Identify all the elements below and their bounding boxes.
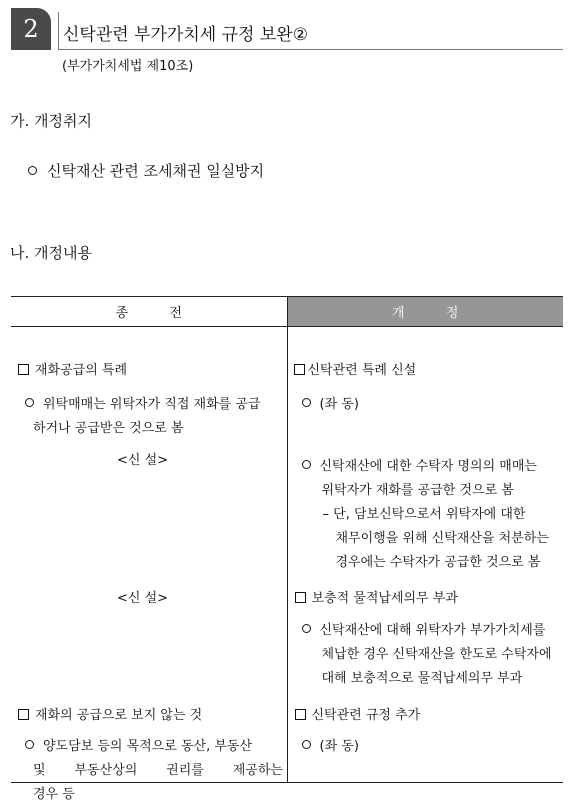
after-item-1: 신탁재산에 대한 수탁자 명의의 매매는 위탁자가 재화를 공급한 것으로 봄 – 단, 담보신탁으로서 위탁자에 대한 채무이행을 위해 신탁재산을 처분하는 경우에는 수탁자가 공급한 것으로 봄 (302, 455, 560, 575)
before-heading-2: 재화의 공급으로 보지 않는 것 (18, 704, 202, 728)
purpose-heading: 가. 개정취지 (10, 112, 92, 130)
after-item-2: 신탁재산에 대해 위탁자가 부가가치세를 체납한 경우 신탁재산을 한도로 수탁자에 대해 보충적으로 물적납세의무 부과 (302, 619, 560, 691)
comparison-table (11, 296, 563, 802)
before-new-1: <신 설> (117, 453, 169, 468)
circle-bullet-icon (25, 740, 34, 749)
square-bullet-icon (294, 364, 305, 375)
before-cell (11, 327, 287, 802)
before-item-2: 양도담보 등의 목적으로 동산, 부동산 및 부동산상의 권리를 제공하는 경우 등 (25, 735, 280, 807)
title-underline (58, 49, 563, 50)
circle-bullet-icon (302, 460, 311, 469)
square-bullet-icon (18, 709, 29, 720)
after-same-2: (좌 동) (302, 735, 359, 759)
after-heading-1: 신탁관련 특례 신설 (294, 359, 417, 383)
title-divider-vertical (58, 12, 59, 50)
circle-bullet-icon (302, 624, 311, 633)
after-heading-3: 신탁관련 규정 추가 (295, 704, 421, 728)
table-row (11, 327, 563, 783)
after-same-1: (좌 동) (302, 393, 359, 417)
square-bullet-icon (295, 709, 306, 720)
purpose-item-text: 신탁재산 관련 조세채권 일실방지 (47, 162, 265, 180)
circle-bullet-icon (28, 166, 37, 175)
column-header-after: 개 정 (287, 297, 563, 327)
before-new-2: <신 설> (117, 591, 169, 606)
page-title: 신탁관련 부가가치세 규정 보완② (63, 25, 308, 45)
content-heading: 나. 개정내용 (10, 244, 92, 262)
square-bullet-icon (18, 364, 29, 375)
circle-bullet-icon (25, 398, 34, 407)
column-header-before: 종 전 (11, 297, 287, 327)
square-bullet-icon (295, 592, 306, 603)
circle-bullet-icon (302, 398, 311, 407)
table-header-row (11, 297, 563, 327)
after-cell (287, 327, 563, 783)
purpose-item (28, 160, 264, 181)
section-number: 2 (23, 15, 39, 43)
before-heading-1: 재화공급의 특례 (18, 359, 127, 383)
section-number-badge (11, 8, 51, 50)
law-reference: (부가가치세법 제10조) (62, 59, 194, 74)
before-item-1: 위탁매매는 위탁자가 직접 재화를 공급 하거나 공급받은 것으로 봄 (25, 393, 280, 441)
circle-bullet-icon (302, 740, 311, 749)
after-heading-2: 보충적 물적납세의무 부과 (295, 587, 458, 611)
